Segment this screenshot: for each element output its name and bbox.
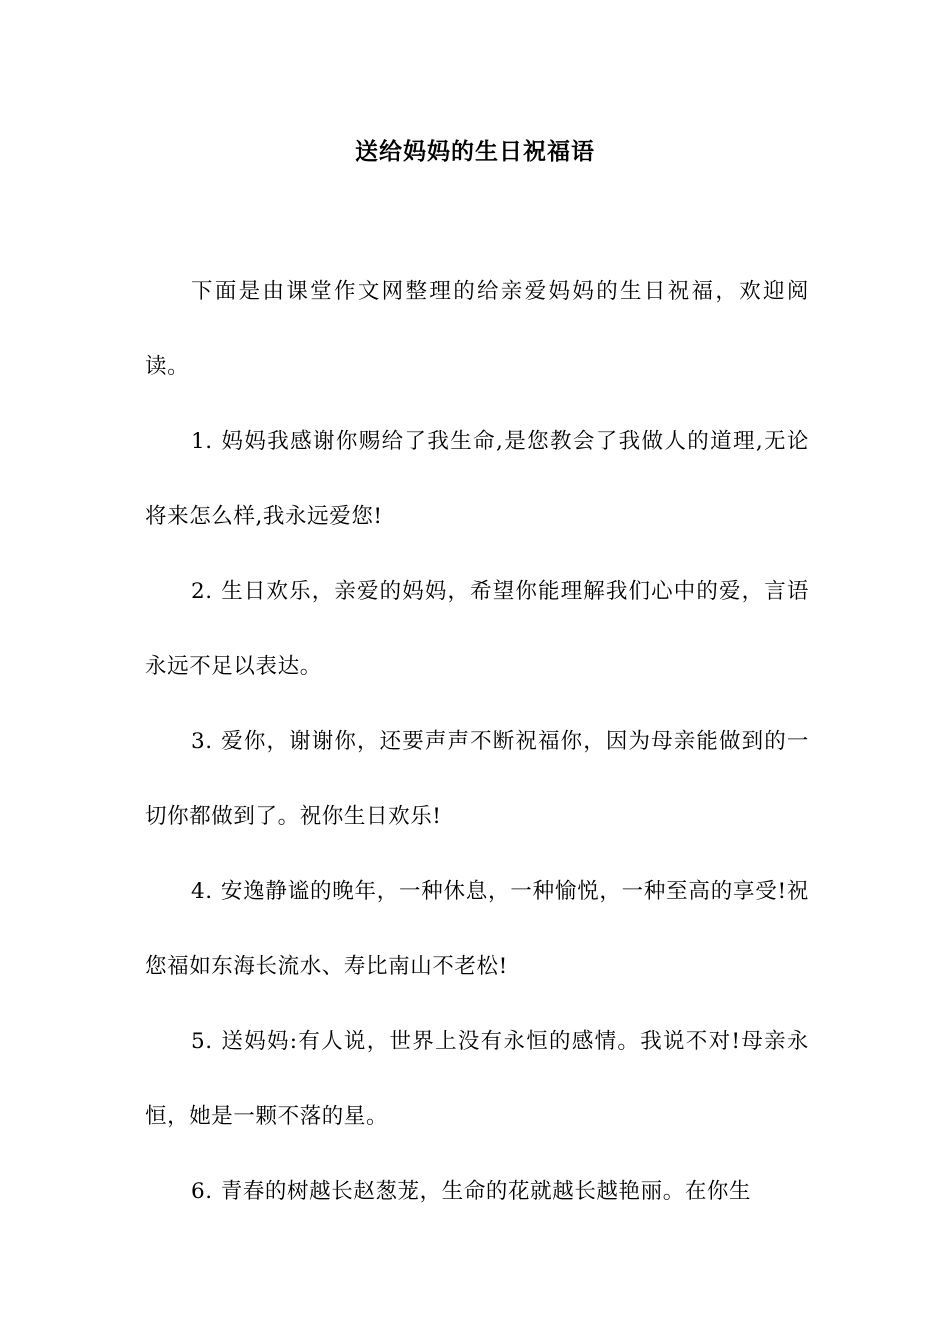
item-text: 妈妈我感谢你赐给了我生命,是您教会了我做人的道理,无论将来怎么样,我永远爱您! [145, 429, 809, 529]
item-text: 爱你，谢谢你，还要声声不断祝福你，因为母亲能做到的一切你都做到了。祝你生日欢乐! [145, 729, 809, 829]
item-number: 2. [191, 579, 213, 604]
list-item [145, 1004, 809, 1154]
item-text: 生日欢乐，亲爱的妈妈，希望你能理解我们心中的爱，言语永远不足以表达。 [145, 579, 809, 679]
item-text: 安逸静谧的晚年，一种休息，一种愉悦，一种至高的享受!祝您福如东海长流水、寿比南山不老松! [145, 879, 809, 979]
intro-paragraph: 下面是由课堂作文网整理的给亲爱妈妈的生日祝福，欢迎阅读。 [145, 279, 809, 379]
item-number: 3. [191, 729, 213, 754]
document-body [145, 254, 809, 1229]
item-number: 4. [191, 879, 213, 904]
item-text: 送妈妈:有人说，世界上没有永恒的感情。我说不对!母亲永恒，她是一颗不落的星。 [145, 1029, 809, 1129]
list-item [145, 854, 809, 1004]
item-number: 6. [191, 1179, 213, 1204]
item-text: 青春的树越长赵葱茏，生命的花就越长越艳丽。在你生 [220, 1179, 752, 1204]
item-number: 5. [191, 1029, 213, 1054]
document-title: 送给妈妈的生日祝福语 [355, 138, 595, 165]
list-item [145, 554, 809, 704]
list-item [145, 404, 809, 554]
list-item [145, 704, 809, 854]
list-item [145, 1154, 809, 1229]
item-number: 1. [191, 429, 213, 454]
